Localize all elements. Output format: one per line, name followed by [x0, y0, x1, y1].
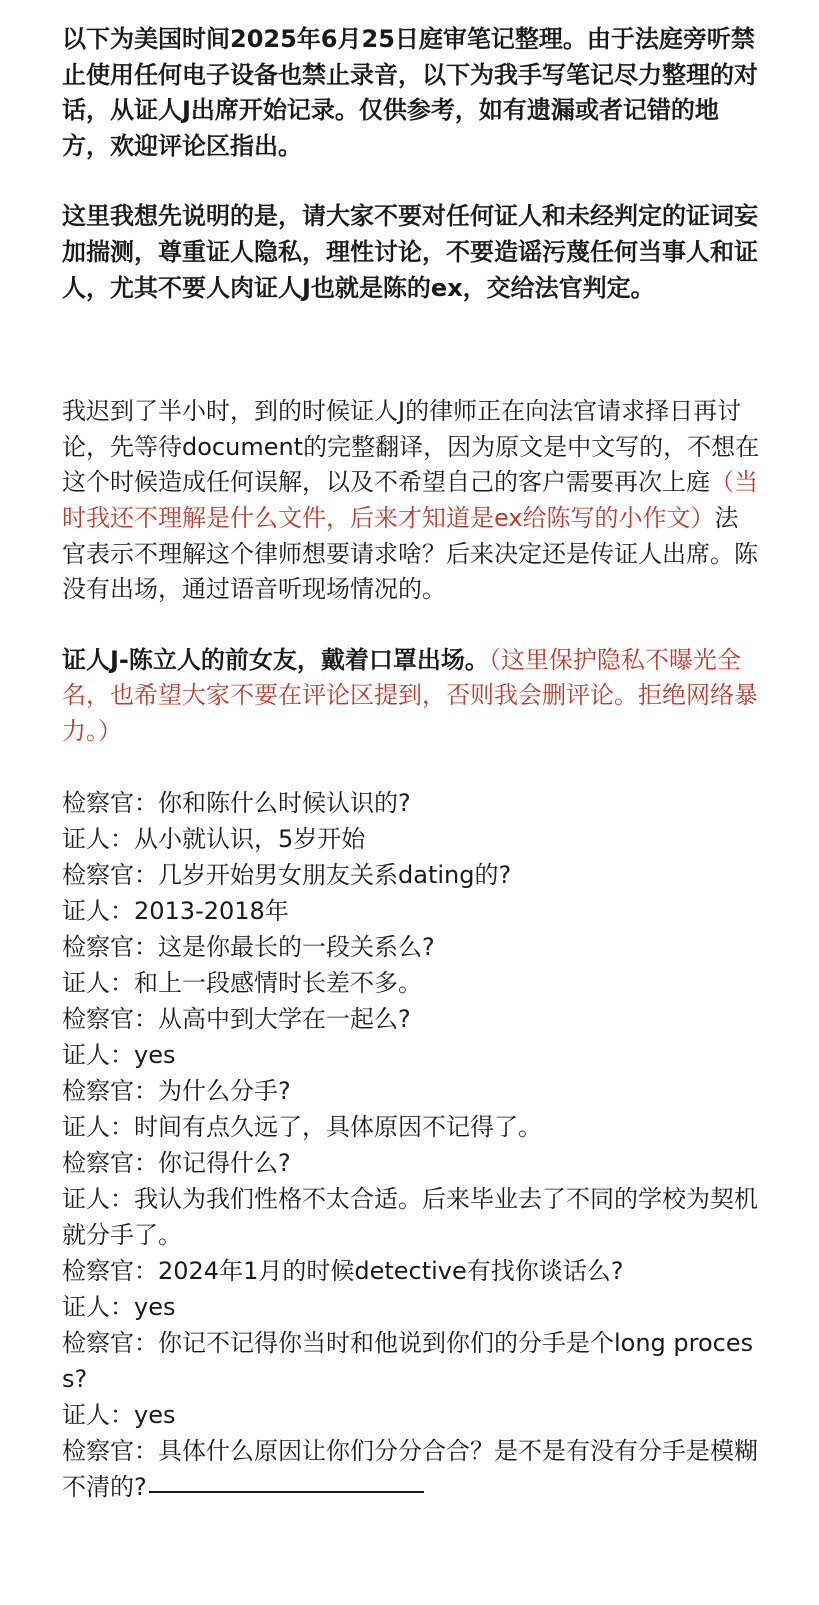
dialogue-list	[62, 785, 762, 1505]
transcript-page	[62, 22, 762, 1505]
intro-paragraph-2: 这里我想先说明的是，请大家不要对任何证人和未经判定的证词妄加揣测，尊重证人隐私，理性讨论，不要造谣污蔑任何当事人和证人，尤其不要人肉证人J也就是陈的ex，交给法官判定。	[62, 202, 758, 302]
dialogue-line: 检察官：2024年1月的时候detective有找你谈话么?	[62, 1256, 624, 1285]
dialogue-line: 检察官：你和陈什么时候认识的?	[62, 788, 411, 817]
witness-intro-text: 证人J-陈立人的前女友，戴着口罩出场。	[62, 645, 489, 674]
context-text-before: 我迟到了半小时，到的时候证人J的律师正在向法官请求择日再讨论，先等待document的完整翻译，因为原文是中文写的，不想在这个时候造成任何误解，以及不希望自己的客户需要再次上庭	[62, 397, 760, 497]
spacer	[62, 306, 762, 394]
dialogue-line: 证人：时间有点久远了，具体原因不记得了。	[62, 1112, 542, 1141]
witness-intro-note: （这里保护隐私不曝光全名，也希望大家不要在评论区提到，否则我会删评论。拒绝网络暴力。）	[62, 645, 758, 745]
context-note: （当时我还不理解是什么文件，后来才知道是ex给陈写的小作文）	[62, 468, 758, 532]
dialogue-line: 证人：我认为我们性格不太合适。后来毕业去了不同的学校为契机就分手了。	[62, 1184, 758, 1249]
dialogue-line: 检察官：这是你最长的一段关系么?	[62, 932, 435, 961]
dialogue-line: 检察官：你记不记得你当时和他说到你们的分手是个long process?	[62, 1328, 754, 1393]
dialogue-line: 检察官：从高中到大学在一起么?	[62, 1004, 411, 1033]
dialogue-line: 证人：yes	[62, 1400, 176, 1429]
witness-intro-paragraph	[62, 643, 762, 750]
dialogue-line: 证人：从小就认识，5岁开始	[62, 824, 366, 853]
blank-underline	[149, 1491, 424, 1493]
context-text-after: 法官表示不理解这个律师想要请求啥？后来决定还是传证人出席。陈没有出场，通过语音听现场情况的。	[62, 503, 758, 604]
spacer	[62, 750, 762, 785]
intro-paragraph-1: 以下为美国时间2025年6月25日庭审笔记整理。由于法庭旁听禁止使用任何电子设备也禁止录音，以下为我手写笔记尽力整理的对话，从证人J出席开始记录。仅供参考，如有遗漏或者记错的地方，欢迎评论区指出。	[62, 25, 758, 160]
dialogue-line: 证人：和上一段感情时长差不多。	[62, 968, 422, 997]
dialogue-line: 检察官：你记得什么?	[62, 1148, 291, 1177]
spacer	[62, 164, 762, 199]
dialogue-last-line	[62, 1433, 762, 1505]
dialogue-line: 证人：yes	[62, 1292, 176, 1321]
dialogue-line: 证人：2013-2018年	[62, 896, 289, 925]
context-paragraph	[62, 394, 762, 608]
dialogue-line: 证人：yes	[62, 1040, 176, 1069]
dialogue-line: 检察官：几岁开始男女朋友关系dating的?	[62, 860, 512, 889]
spacer	[62, 608, 762, 643]
dialogue-line: 检察官：为什么分手?	[62, 1076, 291, 1105]
dialogue-line: 检察官：具体什么原因让你们分分合合？是不是有没有分手是模糊不清的?	[62, 1436, 758, 1501]
